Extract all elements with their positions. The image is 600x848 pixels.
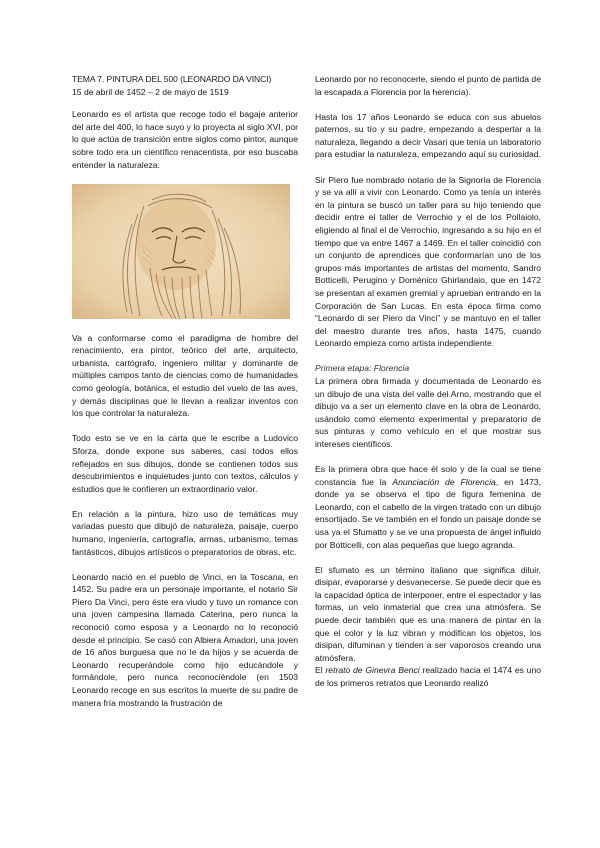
paragraph-pintura: En relación a la pintura, hizo uso de temáticas muy variadas puesto que dibujó de naturaleza, paisaje, cuerpo humano, ingeniería, cartografía, armas, urbanismo, temas fantásticos, dibujos artísticos o preparatorios de obras, etc. (72, 508, 298, 557)
paragraph-piero: Sir Piero fue nombrado notario de la Signoría de Florencia y se va allí a vivir con Leonardo. Como ya tenía un interés en la pintura se buscó un taller para su hijo teniendo que decidir entre el taller de Verrochio y el de los Pollaiolo, eligiendo al final el de Verrochio, ingresando a su hijo en el tiempo que va entre 1467 a 1469. En el taller coincidió con un conjunto de aprendices que conformarían uno de los grupos más importantes de artistas del momento, Sandro Botticelli, Perugino y Doménico Ghirlandaio, que en 1472 se presentan al examen gremial y aprueban entrando en la Corporación de San Lucas. En esta época firma como “Leonardo di ser Piero da Vinci” y se mantuvo en el taller del maestro durante tres años, hasta 1475, cuando Leonardo empieza como artista independiente. (315, 174, 541, 349)
portrait-sketch (72, 184, 290, 319)
ginevra-text-before: El (315, 665, 326, 676)
paragraph-sfumato: El sfumato es un término italiano que significa diluir, disipar, evaporarse y desvanecerse. Se puede decir que es la capacidad óptica de interponer, entre el espectador y las formas, un velo inmaterial que crea una atmósfera. Se puede decir también que es una manera de pintar en la que el color y la luz vibran y modifican los objetos, los disipan, difuminan y tienden a ser vaporosos creando una atmósfera. (315, 564, 541, 663)
left-column (72, 73, 298, 709)
paragraph-nacio: Leonardo nació en el pueblo de Vinci, en la Toscana, en 1452. Su padre era un personaje importante, el notario Sir Piero Da Vinci, pero éste era viudo y tuvo un romance con una joven campesina llamada Caterina, pero nunca la reconoció como esposa y a Leonardo no lo reconoció desde el principio. Se casó con Albiera Amadori, una joven de 16 años burguesa que no le da hijos y se acuerda de Leonardo recuperándole como hijo educándole y formándole, pero nunca reconociéndole (en 1503 Leonardo recoge en sus escritos la muerte de su padre de manera fría mostrando la frustración de (72, 571, 298, 708)
anunciacion-title: Anunciación de Florencia (392, 476, 496, 487)
leonardo-portrait-image (72, 184, 290, 319)
paragraph-abuelos: Hasta los 17 años Leonardo se educa con sus abuelos paternos, su tío y su padre, empezando a despertar a la naturaleza, llegando a decir Vasari que tenía un laboratorio para estudiar la naturaleza, empezando aquí su curiosidad. (315, 111, 541, 160)
page-title: TEMA 7. PINTURA DEL 500 (LEONARDO DA VINCI) (72, 74, 272, 84)
paragraph-anunciacion (315, 463, 541, 551)
paragraph-paradigma: Va a conformarse como el paradigma de hombre del renacimiento, era pintor, teórico del arte, arquitecto, urbanista, cartógrafo, ingeniero militar y dominante de múltiples campos tanto de ciencias como de humanidades como geología, botánica, el estudio del vuelo de las aves, y demás disciplinas que le llevan a realizar inventos con los que controlar la naturaleza. (72, 332, 298, 419)
life-dates: 15 de abril de 1452 – 2 de mayo de 1519 (72, 86, 229, 97)
paragraph-intro: Leonardo es el artista que recoge todo el bagaje anterior del arte del 400, lo hace suyo y lo proyecta al siglo XVI, por lo que actúa de transición entre siglos como pintor, aunque sobre todo era un científico renacentista, por eso buscaba entender la naturaleza. (72, 109, 298, 170)
paragraph-ginevra (315, 664, 541, 689)
anunciacion-text-before: Es la primera obra que hace él solo y de la cual se tiene constancia fue la (315, 464, 541, 487)
ginevra-title: retrato de Ginevra Benci (325, 665, 420, 676)
paragraph-continuation: Leonardo por no reconocerle, siendo el punto de partida de la escapada a Florencia por la herencia). (315, 74, 541, 97)
right-column (315, 73, 541, 690)
paragraph-carta: Todo esto se ve en la carta que le escribe a Ludovico Sforza, donde expone sus saberes, casi todos ellos reflejados en sus dibujos, donde se contienen todos sus descubrimientos e inquietudes junto con textos, cálculos y estudios que le confieren un extraordinario valor. (72, 433, 298, 494)
ginevra-text-after: realizado hacia el 1474 es uno de los primeros retratos que Leonardo realizó (315, 665, 542, 689)
paragraph-primera-obra: La primera obra firmada y documentada de Leonardo es un dibujo de una vista del valle del Arno, mostrando que el dibujo va a ser un elemento clave en la obra de Leonardo, usándolo como elemento experimental y preparatorio de sus pinturas y como vehículo en el que mostrar sus intereses científicos. (315, 375, 541, 449)
section-heading-primera-etapa: Primera etapa: Florencia (315, 363, 410, 374)
anunciacion-text-after: , en 1473, donde ya se observa el tipo de figura femenina de Leonardo, con el cabello de la virgen tratado con un dibujo ensortijado. Se ve también en el fondo un paisaje donde se usa ya el Sfumatto y se ve una propuesta de ángel influido por Botticelli, con alas pequeñas que luego agranda. (315, 476, 542, 550)
